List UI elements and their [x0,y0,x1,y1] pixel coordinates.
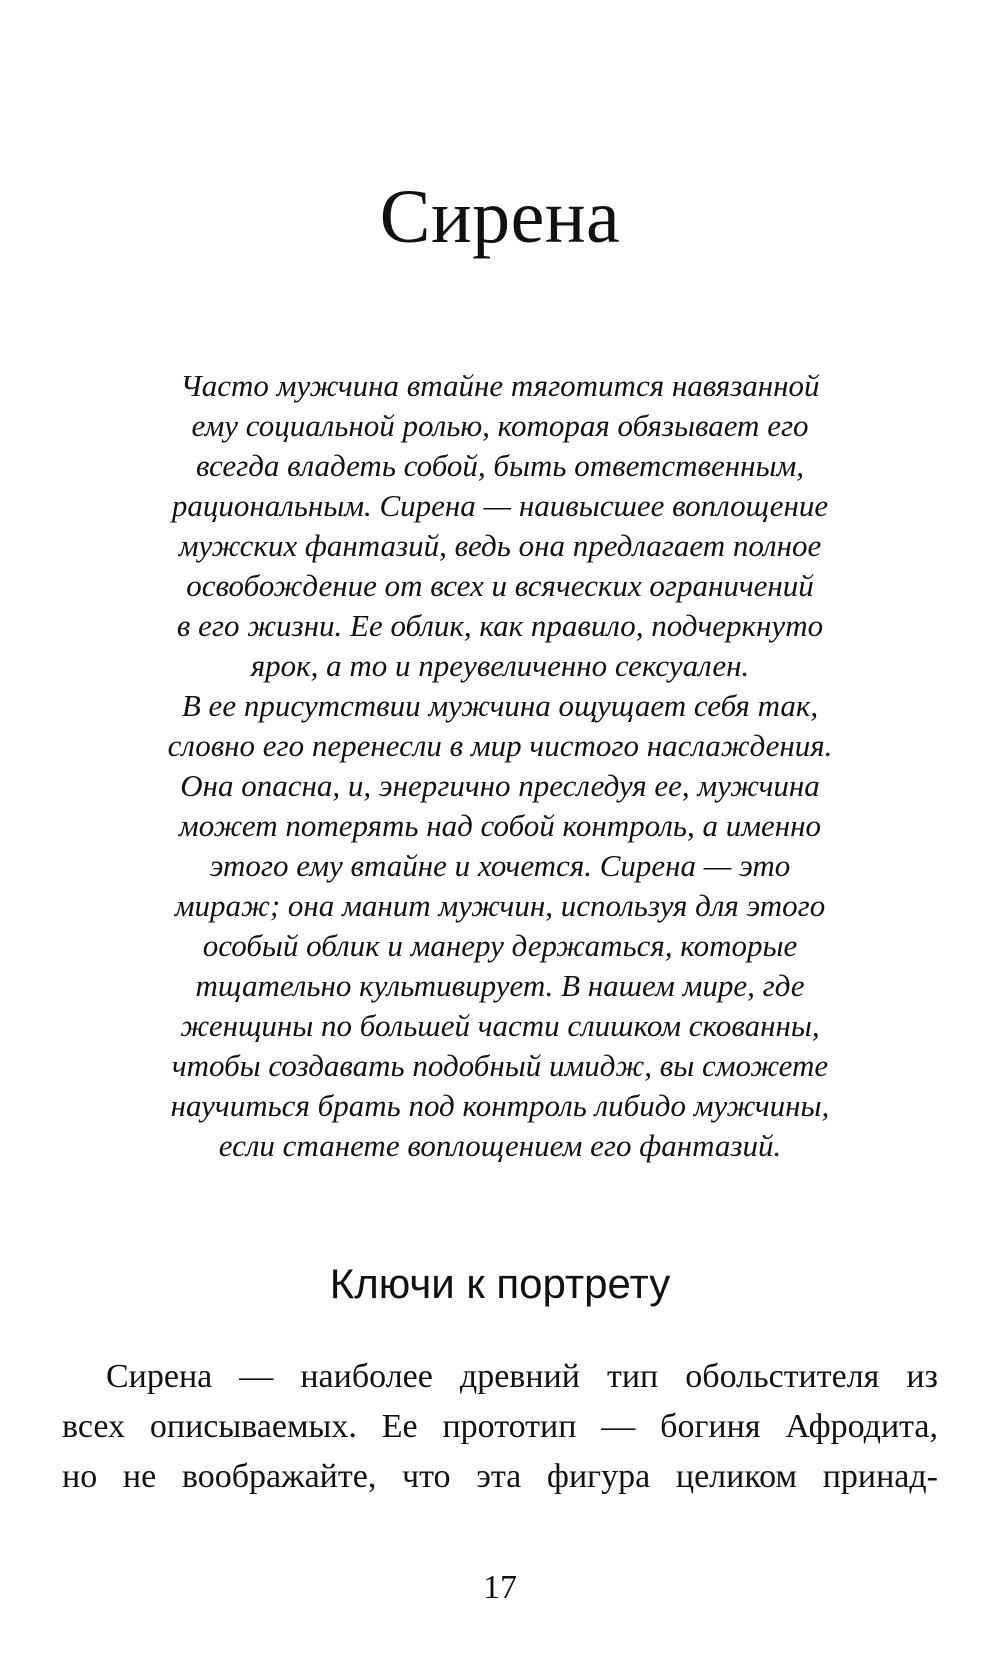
epigraph-line: если станете воплощением его фантазий. [218,1128,782,1163]
epigraph-line: рациональным. Сирена — наивысшее воплощение [171,488,829,523]
epigraph-line: словно его перенесли в мир чистого наслаждения. [167,728,833,763]
epigraph-line: может потерять над собой контроль, а именно [178,808,822,843]
section-title: Ключи к портрету [329,1260,671,1307]
chapter-title: Сирена [379,175,621,259]
epigraph-line: В ее присутствии мужчина ощущает себя так, [181,688,819,723]
epigraph-line: Часто мужчина втайне тяготится навязанной [180,368,820,403]
epigraph-line: в его жизни. Ее облик, как правило, подчеркнуто [176,608,824,643]
epigraph-line: этого ему втайне и хочется. Сирена — это [209,848,791,883]
body-line: всех описываемых. Ее прототип — богиня Афродита, [62,1408,938,1445]
epigraph-line: чтобы создавать подобный имидж, вы сможете [171,1048,829,1083]
epigraph-line: мужских фантазий, ведь она предлагает полное [178,528,822,563]
epigraph-line: ему социальной ролью, которая обязывает его [191,408,809,443]
epigraph-line: тщательно культивирует. В нашем мире, где [195,968,805,1003]
epigraph [100,366,900,1166]
body-paragraph [62,1352,938,1502]
epigraph-line: освобождение от всех и всяческих ограничений [186,568,814,603]
epigraph-line: особый облик и манеру держаться, которые [202,928,798,963]
body-line: Сирена — наиболее древний тип обольстителя из [106,1358,938,1395]
body-line: но не воображайте, что эта фигура целиком принад- [62,1458,938,1495]
epigraph-line: всегда владеть собой, быть ответственным, [195,448,804,483]
epigraph-line: Она опасна, и, энергично преследуя ее, мужчина [180,768,820,803]
epigraph-line: женщины по большей части слишком скованны, [180,1008,820,1043]
epigraph-line: мираж; она манит мужчин, используя для этого [174,888,826,923]
epigraph-line: ярок, а то и преувеличенно сексуален. [250,648,750,683]
page-number: 17 [483,1569,517,1606]
epigraph-line: научиться брать под контроль либидо мужчины, [170,1088,830,1123]
